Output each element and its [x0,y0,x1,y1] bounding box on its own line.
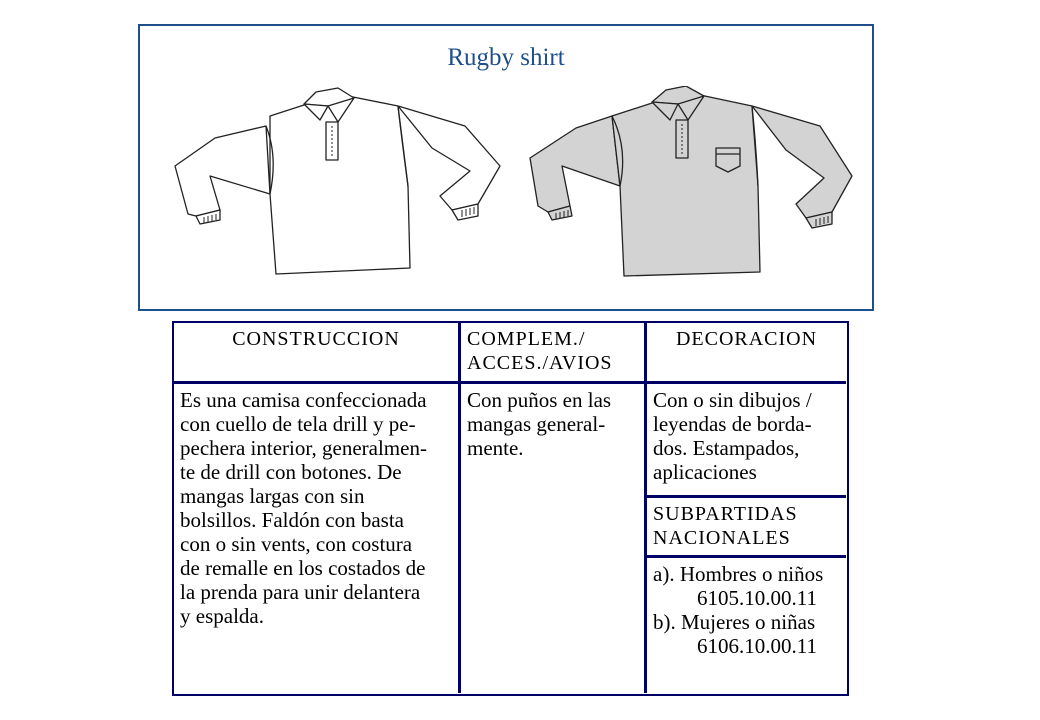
cell-codes [647,558,846,694]
subpartidas-line: NACIONALES [653,527,791,549]
illustration-panel [138,24,874,311]
code-label-hombres: a). Hombres o niños [653,562,824,586]
cell-subpartidas [647,498,846,555]
decoracion-line: Con o sin dibujos / [653,388,812,412]
header-decoracion [647,323,846,381]
cell-complementos [461,384,644,694]
code-value-hombres: 6105.10.00.11 [697,586,817,610]
header-complementos-line1: COMPLEM./ [467,328,586,350]
spec-table [172,321,849,696]
construccion-line: te de drill con botones. De [180,460,402,484]
panel-title: Rugby shirt [447,44,565,71]
subpartidas-line: SUBPARTIDAS [653,503,798,525]
complementos-line: mente. [467,436,524,460]
header-construccion [174,323,458,381]
decoracion-line: leyendas de borda- [653,412,812,436]
cell-construccion [174,384,458,694]
grey-rugby-shirt-drawing [520,86,860,286]
decoracion-line: aplicaciones [653,460,757,484]
decoracion-line: dos. Estampados, [653,436,800,460]
complementos-line: Con puños en las [467,388,612,412]
construccion-line: la prenda para unir delantera [180,580,421,604]
white-rugby-shirt-drawing [170,86,510,286]
construccion-line: con o sin vents, con costura [180,532,413,556]
header-complementos-line2: ACCES./AVIOS [467,352,613,374]
construccion-line: mangas largas con sin [180,484,365,508]
header-decoracion-text: DECORACION [675,328,818,350]
construccion-line: bolsillos. Faldón con basta [180,508,404,532]
construccion-line: Es una camisa confeccionada [180,388,427,412]
construccion-line: de remalle en los costados de [180,556,426,580]
construccion-line: pechera interior, generalmen- [180,436,427,460]
header-complementos [461,323,644,381]
construccion-line: y espalda. [180,604,264,628]
construccion-line: con cuello de tela drill y pe- [180,412,416,436]
code-value-mujeres: 6106.10.00.11 [697,634,817,658]
complementos-line: mangas general- [467,412,606,436]
cell-decoracion [647,384,846,495]
header-construccion-text: CONSTRUCCION [232,328,400,350]
code-label-mujeres: b). Mujeres o niñas [653,610,816,634]
